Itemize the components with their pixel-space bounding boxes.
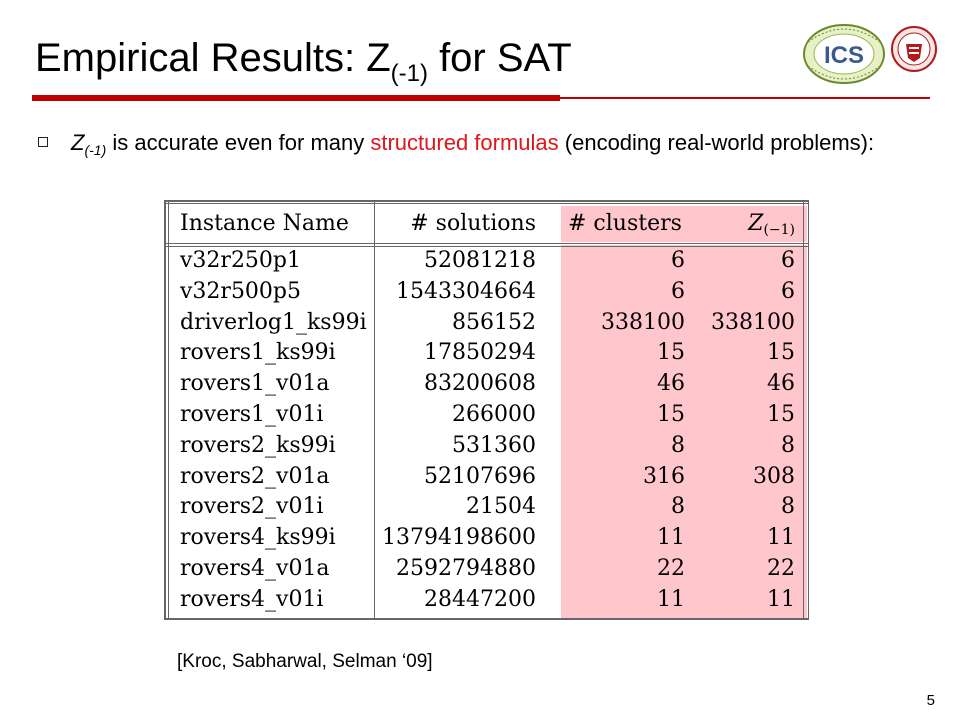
table-row: [164, 400, 809, 431]
ics-logo-text: ICS: [823, 42, 865, 69]
title-text: Empirical Results: Z: [35, 36, 391, 80]
cell-instance-name: rovers4_ks99i: [180, 525, 336, 551]
cell-clusters: 11: [657, 586, 685, 612]
page-number: 5: [926, 692, 935, 709]
table-row: [164, 492, 809, 523]
bullet-z-subscript: (-1): [84, 142, 107, 158]
cell-solutions: 2592794880: [396, 555, 536, 581]
cell-instance-name: rovers4_v01a: [180, 555, 330, 581]
citation: [Kroc, Sabharwal, Selman ‘09]: [177, 651, 433, 672]
table-row: [164, 554, 809, 585]
cell-solutions: 13794198600: [382, 525, 536, 551]
cell-z: 11: [767, 525, 795, 551]
table-row: [164, 338, 809, 369]
cell-clusters: 6: [671, 278, 685, 304]
cell-z: 46: [767, 371, 795, 397]
cell-instance-name: rovers1_v01i: [180, 401, 324, 427]
cell-solutions: 266000: [452, 401, 536, 427]
table-row: [164, 277, 809, 308]
table-row: [164, 308, 809, 339]
cell-clusters: 8: [671, 432, 685, 458]
cell-instance-name: rovers2_ks99i: [180, 432, 336, 458]
cell-clusters: 316: [643, 463, 685, 489]
bullet-text: [71, 128, 941, 158]
cell-z: 338100: [711, 309, 795, 335]
bullet-text-after: (encoding real-world problems):: [558, 130, 875, 155]
cell-z: 22: [767, 555, 795, 581]
title-underline-thin: [556, 97, 930, 99]
cell-z: 6: [781, 278, 795, 304]
cell-solutions: 17850294: [424, 340, 536, 366]
cell-clusters: 15: [657, 401, 685, 427]
cell-z: 8: [781, 432, 795, 458]
cell-clusters: 8: [671, 494, 685, 520]
cell-z: 11: [767, 586, 795, 612]
cell-clusters: 338100: [601, 309, 685, 335]
cell-clusters: 15: [657, 340, 685, 366]
cell-solutions: 28447200: [424, 586, 536, 612]
table-body: [164, 246, 809, 616]
bullet-z: Z: [71, 130, 85, 155]
cell-instance-name: rovers2_v01a: [180, 463, 330, 489]
cell-z: 6: [781, 248, 795, 273]
header-z-symbol: Z: [748, 211, 764, 236]
cell-solutions: 52107696: [424, 463, 536, 489]
results-table: [164, 200, 809, 620]
table-row: [164, 431, 809, 462]
cell-solutions: 21504: [466, 494, 536, 520]
title-subscript: (-1): [390, 60, 428, 87]
cell-z: 8: [781, 494, 795, 520]
cell-clusters: 11: [657, 525, 685, 551]
cell-instance-name: rovers4_v01i: [180, 586, 324, 612]
cell-solutions: 531360: [452, 432, 536, 458]
cell-solutions: 856152: [452, 309, 536, 335]
cell-instance-name: v32r500p5: [180, 278, 302, 304]
slide-title: [35, 34, 572, 87]
header-separator-upper: [164, 243, 809, 244]
table-border-top-outer: [164, 200, 809, 202]
table-row: [164, 246, 809, 277]
title-text-end: for SAT: [427, 36, 572, 80]
table-row: [164, 523, 809, 554]
cell-instance-name: rovers2_v01i: [180, 494, 324, 520]
header-instance-name: Instance Name: [180, 211, 349, 236]
cell-z: 15: [767, 401, 795, 427]
header-clusters: # clusters: [568, 211, 682, 236]
cell-z: 308: [753, 463, 795, 489]
header-z-subscript: (−1): [763, 222, 795, 238]
title-underline-thick: [32, 95, 560, 101]
header-solutions: # solutions: [410, 211, 536, 236]
cell-solutions: 52081218: [424, 248, 536, 273]
cell-clusters: 6: [671, 248, 685, 273]
header-z: [748, 206, 795, 242]
cell-instance-name: rovers1_v01a: [180, 371, 330, 397]
cell-instance-name: v32r250p1: [180, 248, 302, 273]
cell-instance-name: rovers1_ks99i: [180, 340, 336, 366]
cell-clusters: 46: [657, 371, 685, 397]
cell-solutions: 83200608: [424, 371, 536, 397]
table-border-bottom: [164, 618, 809, 620]
table-row: [164, 585, 809, 616]
cell-z: 15: [767, 340, 795, 366]
bullet-highlight: structured formulas: [370, 130, 559, 155]
cell-clusters: 22: [657, 555, 685, 581]
table-row: [164, 369, 809, 400]
cornell-seal-logo: [890, 18, 938, 80]
cell-solutions: 1543304664: [396, 278, 536, 304]
table-border-top-inner: [164, 203, 809, 204]
ics-logo: [800, 22, 892, 86]
bullet-text-before: is accurate even for many: [106, 130, 371, 155]
cell-instance-name: driverlog1_ks99i: [180, 309, 367, 335]
table-row: [164, 462, 809, 493]
square-bullet-icon: [38, 137, 48, 147]
